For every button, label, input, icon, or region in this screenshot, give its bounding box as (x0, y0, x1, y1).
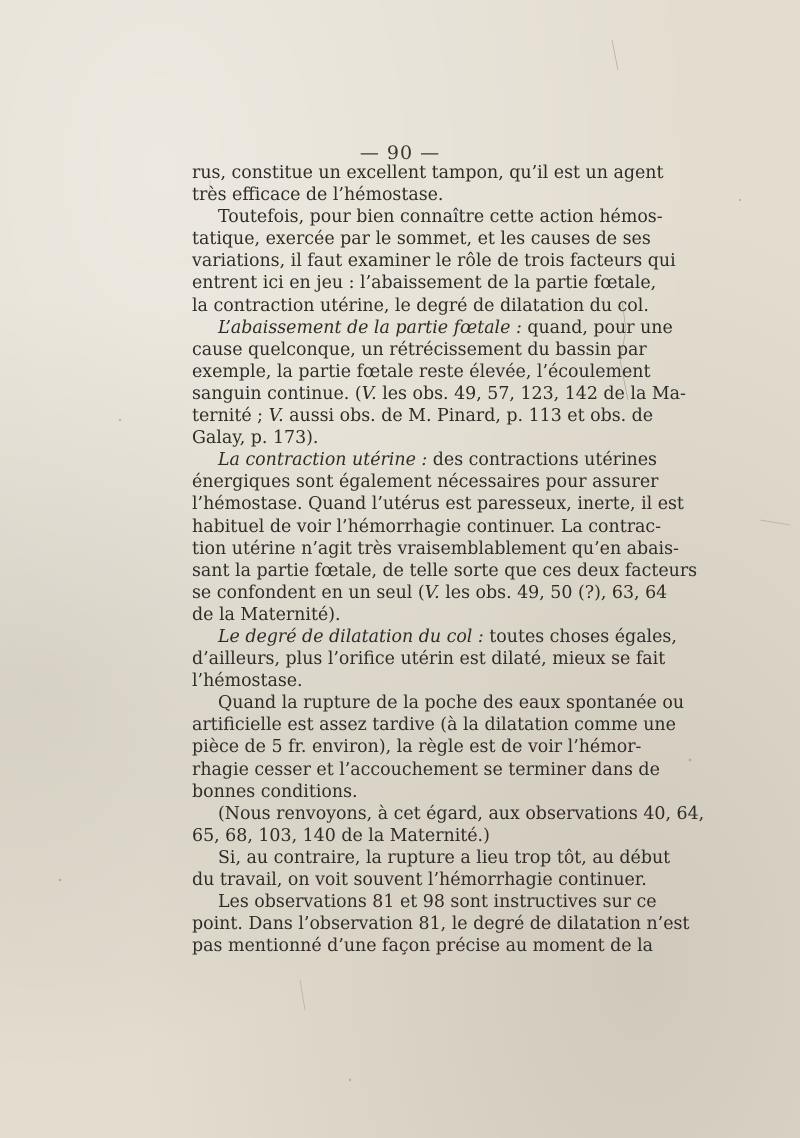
text-line: (Nous renvoyons, à cet égard, aux observations 40, 64, (218, 803, 705, 824)
text-line: Toutefois, pour bien connaître cette action hémos- (218, 207, 663, 228)
text-line: La contraction utérine : des contractions utérines (218, 450, 657, 471)
text-line: pas mentionné d’une façon précise au moment de la (192, 936, 654, 957)
text-line: rus, constitue un excellent tampon, qu’il est un agent (192, 163, 664, 183)
text-line: très efficace de l’hémostase. (192, 185, 444, 206)
text-line: du travail, on voit souvent l’hémorrhagie continuer. (192, 870, 647, 890)
text-line: variations, il faut examiner le rôle de trois facteurs qui (192, 251, 676, 272)
text-line: ternité ; V. aussi obs. de M. Pinard, p. 113 et obs. de (192, 406, 654, 427)
text-line: cause quelconque, un rétrécissement du bassin par (192, 339, 647, 360)
text-line: d’ailleurs, plus l’orifice utérin est dilaté, mieux se fait (192, 649, 666, 670)
text-line: Le degré de dilatation du col : toutes choses égales, (218, 626, 677, 647)
text-line: L’abaissement de la partie fœtale : quand, pour une (218, 317, 673, 338)
text-line: sant la partie fœtale, de telle sorte que ces deux facteurs (192, 560, 698, 581)
text-line: Si, au contraire, la rupture a lieu trop tôt, au début (218, 847, 671, 868)
text-line: énergiques sont également nécessaires pour assurer (192, 472, 659, 493)
text-line: tatique, exercée par le sommet, et les causes de ses (192, 229, 651, 250)
text-line: Quand la rupture de la poche des eaux spontanée ou (218, 693, 685, 714)
text-line: entrent ici en jeu : l’abaissement de la partie fœtale, (192, 273, 657, 294)
text-line: rhagie cesser et l’accouchement se terminer dans de (192, 759, 660, 780)
page-number: — 90 — (359, 142, 441, 164)
body-text (192, 162, 705, 957)
text-line: pièce de 5 fr. environ), la règle est de voir l’hémor- (192, 737, 642, 758)
text-line: 65, 68, 103, 140 de la Maternité.) (192, 825, 490, 846)
text-line: point. Dans l’observation 81, le degré de dilatation n’est (192, 914, 690, 935)
text-line: bonnes conditions. (192, 781, 358, 802)
text-line: artificielle est assez tardive (à la dilatation comme une (192, 715, 676, 736)
text-line: de la Maternité). (192, 604, 341, 625)
text-line: sanguin continue. (V. les obs. 49, 57, 123, 142 de la Ma- (192, 383, 686, 404)
text-line: se confondent en un seul (V. les obs. 49, 50 (?), 63, 64 (192, 582, 668, 603)
text-line: l’hémostase. Quand l’utérus est paresseux, inerte, il est (192, 494, 684, 515)
text-line: l’hémostase. (192, 671, 303, 692)
text-line: la contraction utérine, le degré de dilatation du col. (192, 295, 649, 316)
text-line: exemple, la partie fœtale reste élevée, l’écoulement (192, 361, 651, 382)
text-line: habituel de voir l’hémorrhagie continuer. La contrac- (192, 516, 661, 537)
text-line: Les observations 81 et 98 sont instructives sur ce (218, 892, 657, 913)
text-line: Galay, p. 173). (192, 428, 319, 449)
text-line: tion utérine n’agit très vraisemblablement qu’en abais- (192, 538, 679, 559)
